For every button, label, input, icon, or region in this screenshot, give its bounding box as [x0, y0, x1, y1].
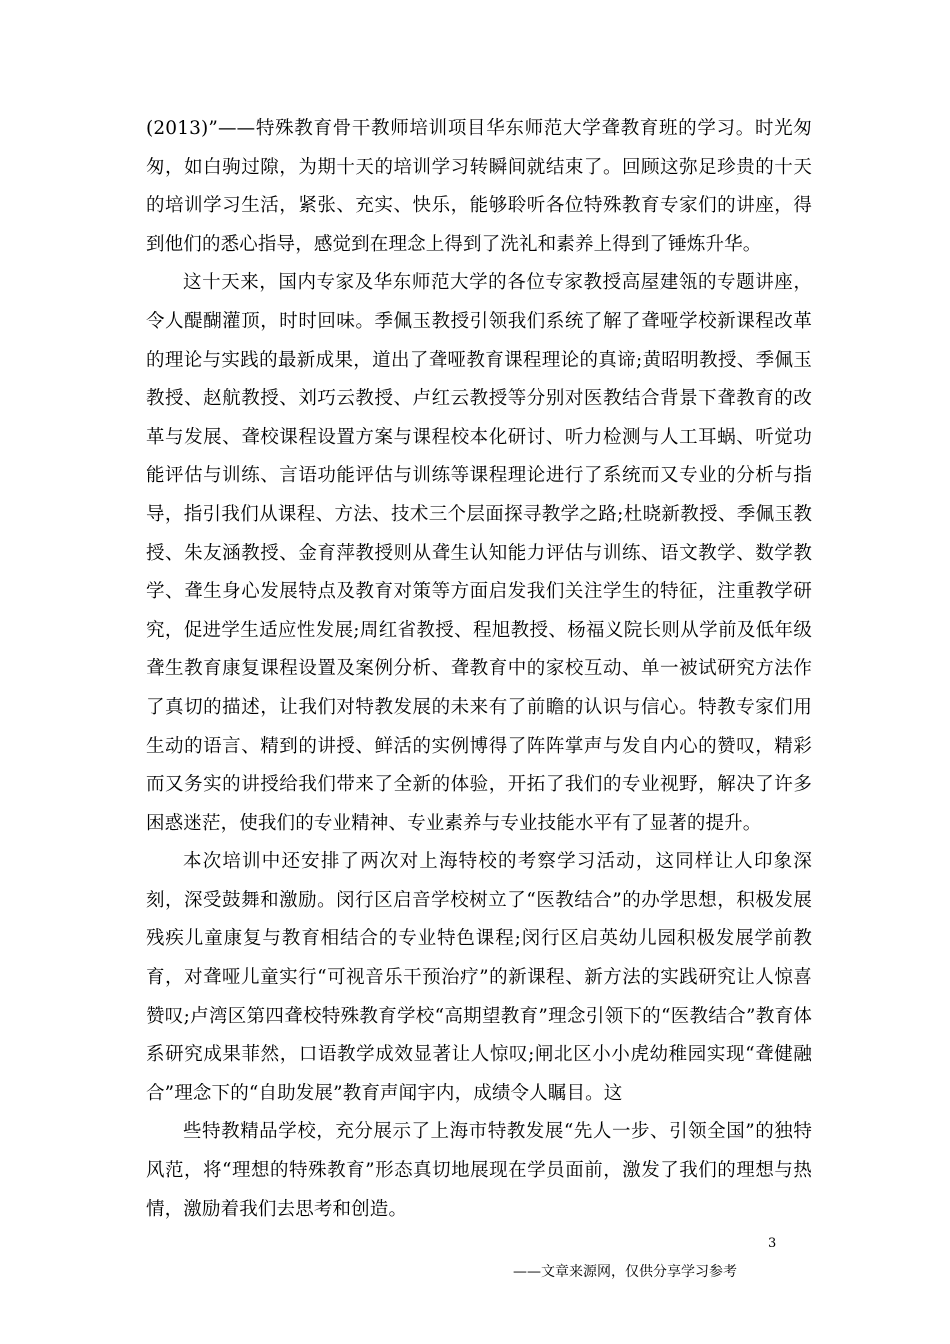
page-number: 3	[768, 1236, 777, 1251]
paragraph-intro-continued: (2013)”——特殊教育骨干教师培训项目华东师范大学聋教育班的学习。时光匆匆，如白驹过隙，为期十天的培训学习转瞬间就结束了。回顾这弥足珍贵的十天的培训学习生活，紧张、充实、快乐，能够聆听各位特殊教育专家们的讲座，得到他们的悉心指导，感觉到在理念上得到了洗礼和素养上得到了锤炼升华。	[146, 118, 812, 255]
document-body	[146, 110, 812, 1229]
footer-source-note: ——文章来源网，仅供分享学习参考	[513, 1264, 737, 1280]
paragraph-school-visits: 本次培训中还安排了两次对上海特校的考察学习活动，这同样让人印象深刻，深受鼓舞和激励。闵行区启音学校树立了“医教结合”的办学思想，积极发展残疾儿童康复与教育相结合的专业特色课程;闵行区启英幼儿园积极发展学前教育，对聋哑儿童实行“可视音乐干预治疗”的新课程、新方法的实践研究让人惊喜赞叹;卢湾区第四聋校特殊教育学校“高期望教育”理念引领下的“医教结合”教育体系研究成果菲然，口语教学成效显著让人惊叹;闸北区小小虎幼稚园实现“聋健融合”理念下的“自助发展”教育声闻宇内，成绩令人瞩目。这	[146, 851, 812, 1104]
paragraph-expert-lectures: 这十天来，国内专家及华东师范大学的各位专家教授高屋建瓴的专题讲座，令人醍醐灌顶，时时回味。季佩玉教授引领我们系统了解了聋哑学校新课程改革的理论与实践的最新成果，道出了聋哑教育课程理论的真谛;黄昭明教授、季佩玉教授、赵航教授、刘巧云教授、卢红云教授等分别对医教结合背景下聋教育的改革与发展、聋校课程设置方案与课程校本化研讨、听力检测与人工耳蜗、听觉功能评估与训练、言语功能评估与训练等课程理论进行了系统而又专业的分析与指导，指引我们从课程、方法、技术三个层面探寻教学之路;杜晓新教授、季佩玉教授、朱友涵教授、金育萍教授则从聋生认知能力评估与训练、语文教学、数学教学、聋生身心发展特点及教育对策等方面启发我们关注学生的特征，注重教学研究，促进学生适应性发展;周红省教授、程旭教授、杨福义院长则从学前及低年级聋生教育康复课程设置及案例分析、聋教育中的家校互动、单一被试研究方法作了真切的描述，让我们对特教发展的未来有了前瞻的认识与信心。特教专家们用生动的语言、精到的讲授、鲜活的实例博得了阵阵掌声与发自内心的赞叹，精彩而又务实的讲授给我们带来了全新的体验，开拓了我们的专业视野，解决了许多困惑迷茫，使我们的专业精神、专业素养与专业技能水平有了显著的提升。	[146, 272, 812, 834]
paragraph-conclusion: 些特教精品学校，充分展示了上海市特教发展“先人一步、引领全国”的独特风范，将“理想的特殊教育”形态真切地展现在学员面前，激发了我们的理想与热情，激励着我们去思考和创造。	[146, 1121, 812, 1220]
